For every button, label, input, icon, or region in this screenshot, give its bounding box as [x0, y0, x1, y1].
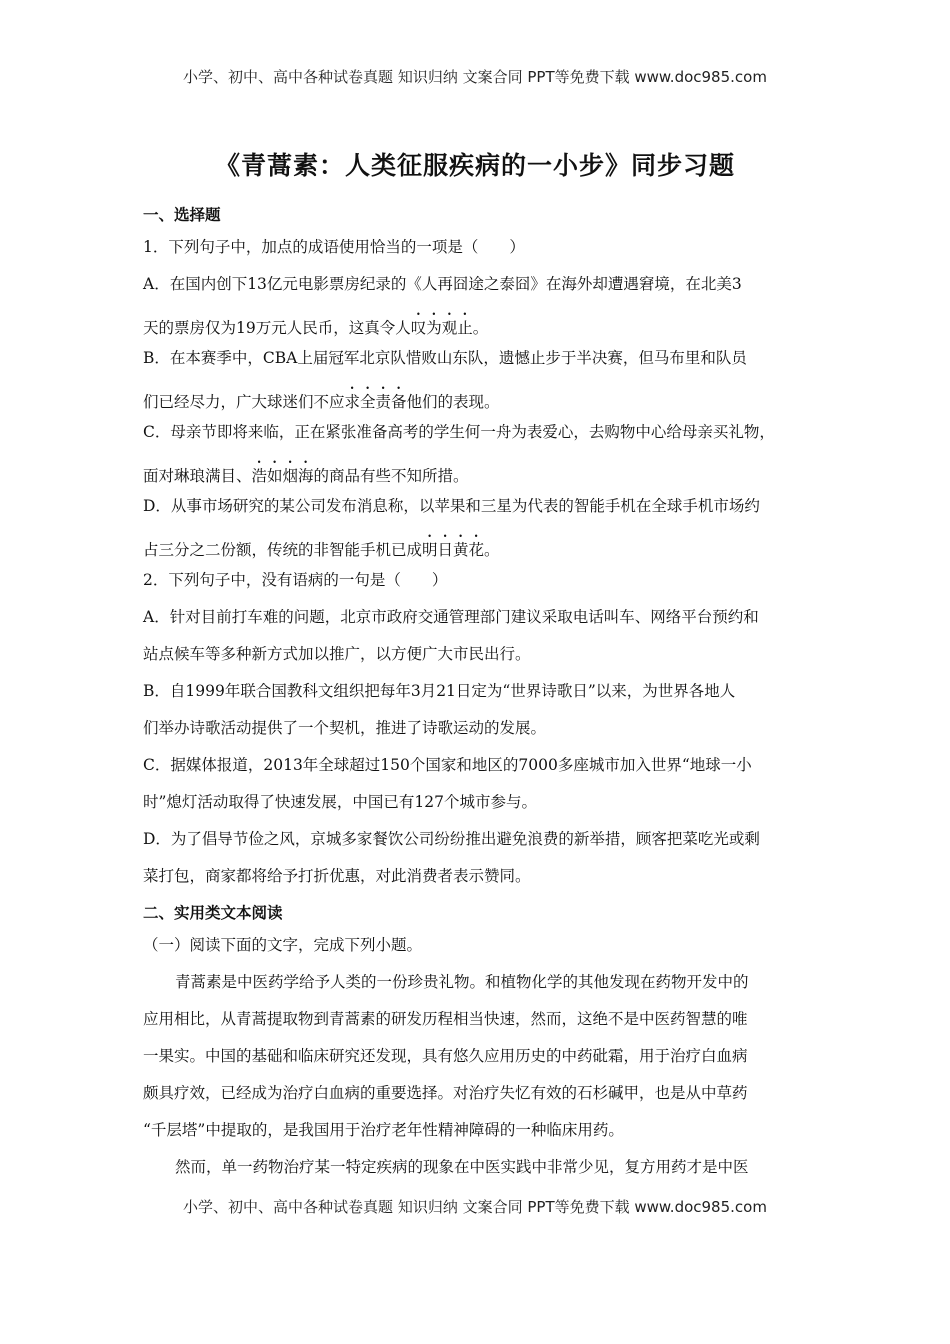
page-header: 小学、初中、高中各种试卷真题 知识归纳 文案合同 PPT等免费下载 www.doc985.com	[183, 68, 767, 86]
section-heading-choice: 一、选择题	[143, 206, 221, 224]
question-1-stem: 1．下列句子中，加点的成语使用恰当的一项是（ ）	[143, 238, 525, 256]
q1-option-b-idiom: 求全责备	[344, 393, 407, 411]
q1-option-c-line2	[143, 458, 823, 495]
q1-option-b-text-before: 们已经尽力，广大球迷们不应	[143, 393, 345, 411]
q1-option-d-idiom: 明日黄花	[422, 541, 485, 559]
passage-p1-line4: 颇具疗效，已经成为治疗白血病的重要选择。对治疗失忆有效的石杉碱甲，也是从中草药	[143, 1084, 748, 1102]
question-2-stem: 2．下列句子中，没有语病的一句是（ ）	[143, 571, 448, 589]
passage-p1-line2: 应用相比，从青蒿提取物到青蒿素的研发历程相当快速，然而，这绝不是中医药智慧的唯	[143, 1010, 748, 1028]
q1-option-c-line1: C．母亲节即将来临，正在紧张准备高考的学生何一舟为表爱心，去购物中心给母亲买礼物，	[143, 423, 775, 441]
q1-option-a-text-before: 天的票房仅为19万元人民币，这真令人	[143, 319, 411, 337]
q1-option-d-text-after: 。	[484, 541, 500, 559]
q2-option-b-line1: B．自1999年联合国教科文组织把每年3月21日定为“世界诗歌日”以来，为世界各地人	[143, 682, 736, 700]
q1-option-d-text-before: 占三分之二份额，传统的非智能手机已成	[143, 541, 423, 559]
document-body	[143, 204, 823, 1193]
q1-option-b-line2	[143, 384, 823, 421]
section-heading-reading: 二、实用类文本阅读	[143, 904, 283, 922]
q2-option-a-line1: A．针对目前打车难的问题，北京市政府交通管理部门建议采取电话叫车、网络平台预约和	[143, 608, 759, 626]
passage-p1-line1: 青蒿素是中医药学给予人类的一份珍贵礼物。和植物化学的其他发现在药物开发中的	[175, 973, 749, 991]
q1-option-a-line2	[143, 310, 823, 347]
q2-option-d-line2: 菜打包，商家都将给予打折优惠，对此消费者表示赞同。	[143, 867, 531, 885]
q1-option-a-text-after: 。	[472, 319, 489, 337]
page-footer: 小学、初中、高中各种试卷真题 知识归纳 文案合同 PPT等免费下载 www.doc985.com	[183, 1198, 767, 1216]
q1-option-c-text-before: 面对琳琅满目、	[143, 467, 252, 485]
passage-p1-line3: 一果实。中国的基础和临床研究还发现，具有悠久应用历史的中药砒霜，用于治疗白血病	[143, 1047, 748, 1065]
passage-p1-line5: “千层塔”中提取的，是我国用于治疗老年性精神障碍的一种临床用药。	[143, 1121, 624, 1139]
passage-p2-line1: 然而，单一药物治疗某一特定疾病的现象在中医实践中非常少见，复方用药才是中医	[175, 1158, 749, 1176]
q1-option-a-idiom: 叹为观止	[410, 319, 473, 337]
passage-intro: （一）阅读下面的文字，完成下列小题。	[143, 936, 423, 954]
q2-option-a-line2: 站点候车等多种新方式加以推广，以方便广大市民出行。	[143, 645, 531, 663]
q1-option-b-text-after: 他们的表现。	[406, 393, 500, 411]
q1-option-c-text-after: 的商品有些不知所措。	[313, 467, 469, 485]
q2-option-c-line2: 时”熄灯活动取得了快速发展，中国已有127个城市参与。	[143, 793, 538, 811]
q1-option-d-line1: D．从事市场研究的某公司发布消息称，以苹果和三星为代表的智能手机在全球手机市场约	[143, 497, 760, 515]
q2-option-c-line1: C．据媒体报道，2013年全球超过150个国家和地区的7000多座城市加入世界“地球一小	[143, 756, 752, 774]
q1-option-a-line1: A．在国内创下13亿元电影票房纪录的《人再囧途之泰囧》在海外却遭遇窘境，在北美3	[143, 275, 742, 293]
q2-option-d-line1: D．为了倡导节俭之风，京城多家餐饮公司纷纷推出避免浪费的新举措，顾客把菜吃光或剩	[143, 830, 760, 848]
q1-option-d-line2	[143, 532, 823, 569]
q1-option-c-idiom: 浩如烟海	[251, 467, 314, 485]
q1-option-b-line1: B．在本赛季中，CBA上届冠军北京队惜败山东队，遗憾止步于半决赛，但马布里和队员	[143, 349, 747, 367]
page-title: 《青蒿素：人类征服疾病的一小步》同步习题	[214, 151, 735, 180]
q2-option-b-line2: 们举办诗歌活动提供了一个契机，推进了诗歌运动的发展。	[143, 719, 547, 737]
